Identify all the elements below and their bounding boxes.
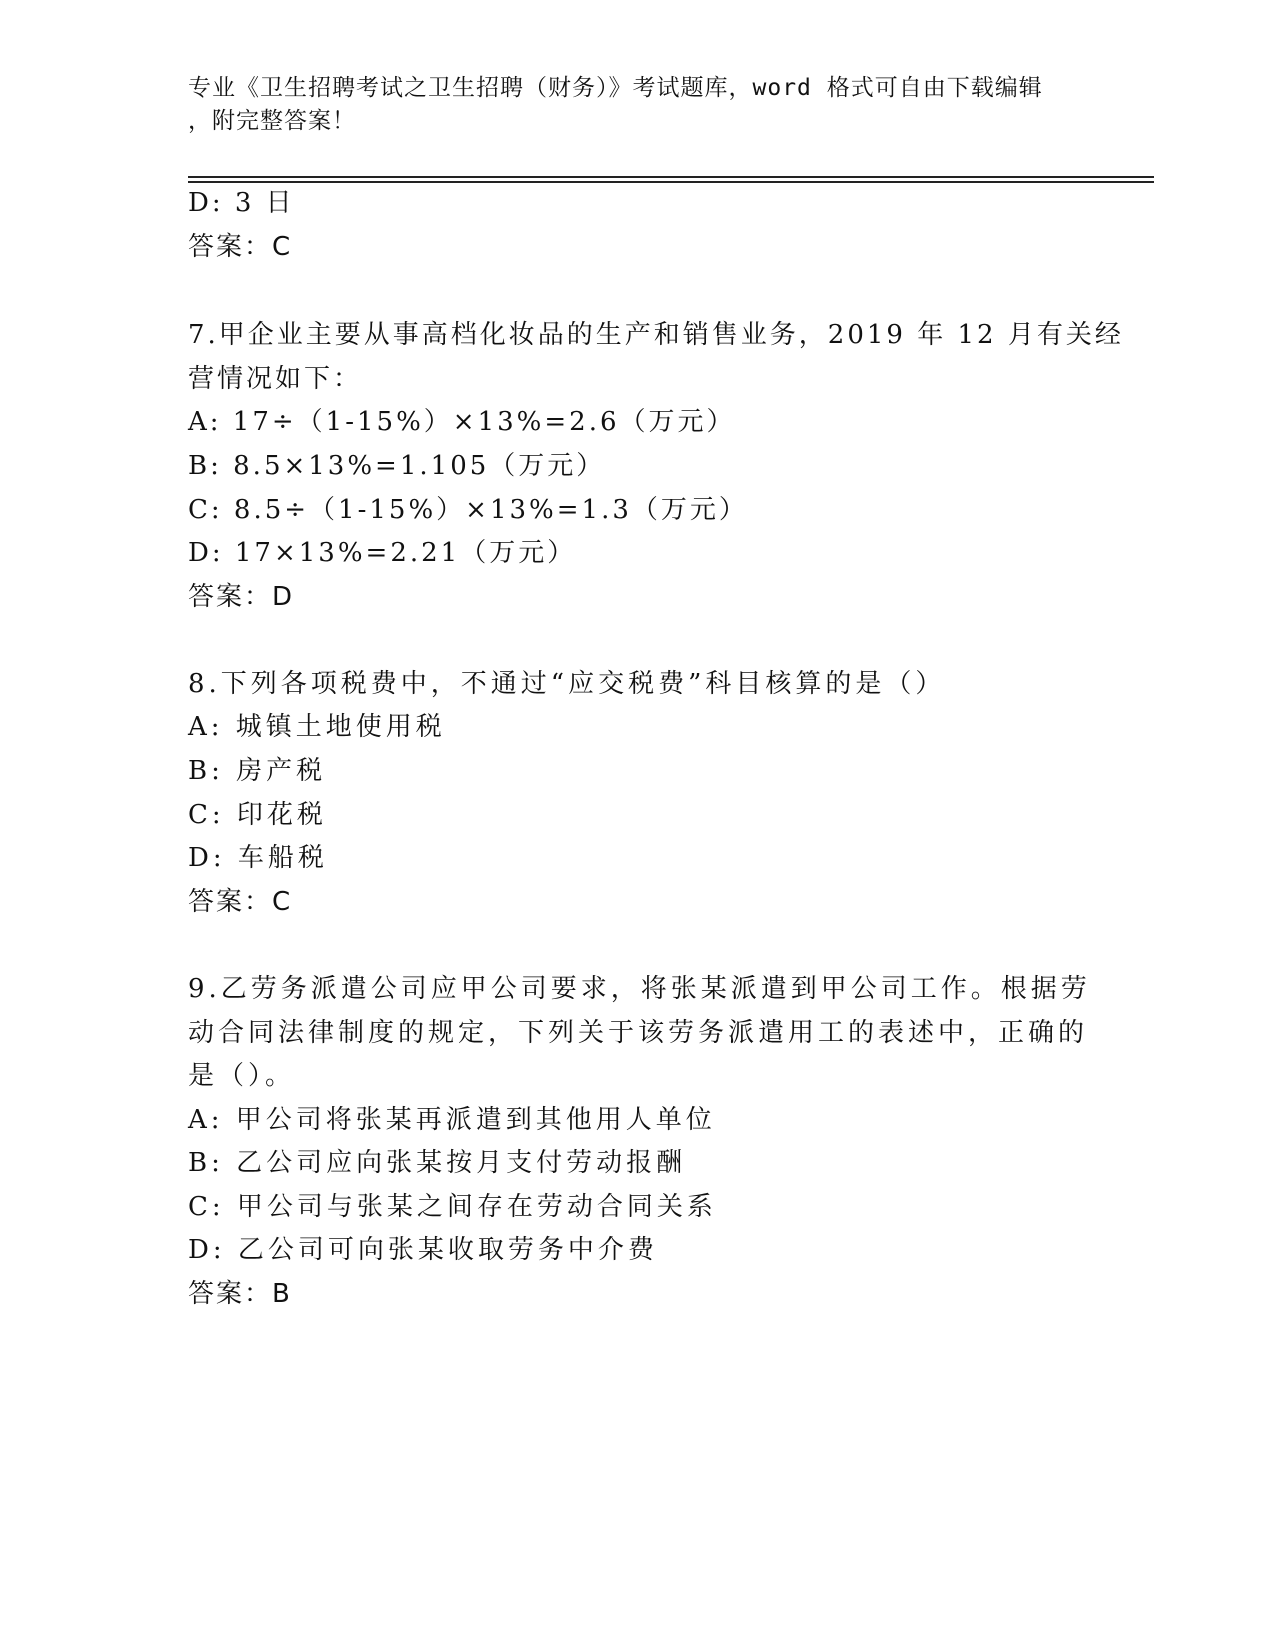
q8-option-d: D: 车船税 (188, 843, 328, 873)
q9-option-d: D: 乙公司可向张某收取劳务中介费 (188, 1235, 658, 1265)
q8-option-a: A: 城镇土地使用税 (188, 712, 446, 742)
q7-answer: 答案：D (188, 582, 295, 612)
q8-option-b: B: 房产税 (188, 756, 327, 786)
q7-option-d: D: 17×13%=2.21（万元） (188, 538, 577, 568)
q6-answer: 答案：C (188, 232, 293, 262)
q7-stem-line-1: 7.甲企业主要从事高档化妆品的生产和销售业务，2019 年 12 月有关经 (188, 320, 1124, 350)
q7-option-b: B: 8.5×13%=1.105（万元） (188, 451, 606, 481)
header-line-2: ，附完整答案！ (188, 108, 356, 134)
q7-stem-line-2: 营情况如下： (188, 364, 363, 394)
q9-option-a: A: 甲公司将张某再派遣到其他用人单位 (188, 1105, 716, 1135)
header-rule-bottom (188, 181, 1154, 183)
q7-option-a: A: 17÷（1-15%）×13%=2.6（万元） (188, 407, 736, 437)
q9-stem-line-3: 是（）。 (188, 1061, 296, 1091)
q6-option-d: D: 3 日 (188, 188, 295, 218)
q9-stem-line-2: 动合同法律制度的规定，下列关于该劳务派遣用工的表述中，正确的 (188, 1018, 1089, 1048)
q8-option-c: C: 印花税 (188, 800, 327, 830)
q9-stem-line-1: 9.乙劳务派遣公司应甲公司要求，将张某派遣到甲公司工作。根据劳 (188, 974, 1091, 1004)
q8-stem-line-1: 8.下列各项税费中，不通过“应交税费”科目核算的是（） (188, 669, 946, 699)
q9-option-b: B: 乙公司应向张某按月支付劳动报酬 (188, 1148, 687, 1178)
document-header (188, 72, 1078, 138)
header-rule-top (188, 176, 1154, 178)
q7-option-c: C: 8.5÷（1-15%）×13%=1.3（万元） (188, 495, 748, 525)
q8-answer: 答案：C (188, 887, 293, 917)
q9-answer: 答案：B (188, 1279, 292, 1309)
q9-option-c: C: 甲公司与张某之间存在劳动合同关系 (188, 1192, 717, 1222)
header-line-1: 专业《卫生招聘考试之卫生招聘（财务）》考试题库，word 格式可自由下载编辑 (188, 75, 1043, 101)
